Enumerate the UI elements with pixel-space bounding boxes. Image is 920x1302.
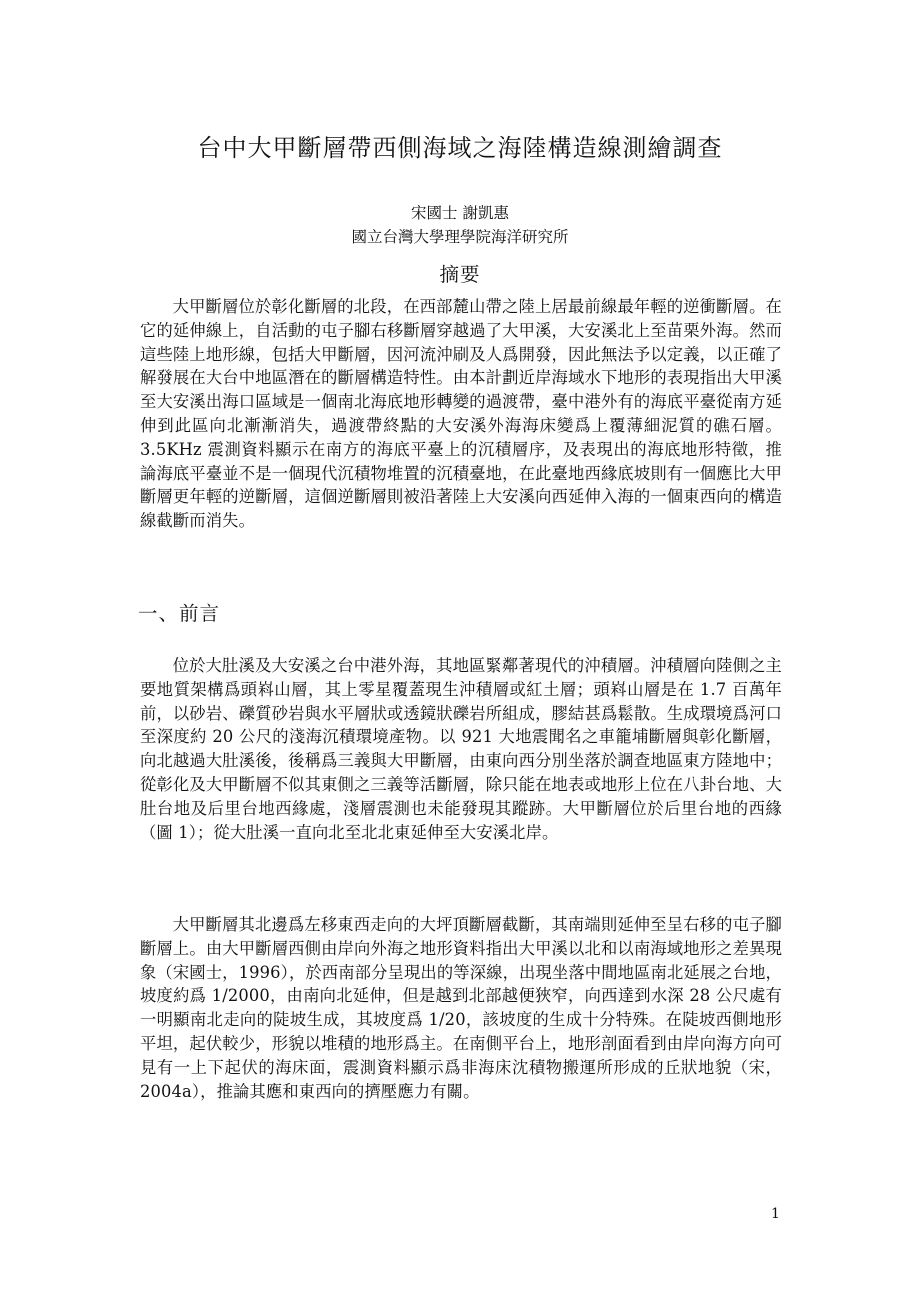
author-affiliation: 國立台灣大學理學院海洋研究所 (351, 228, 569, 246)
intro-paragraph-1: 位於大肚溪及大安溪之台中港外海，其地區緊鄰著現代的沖積層。沖積層向陸側之主要地質架構爲頭嵙山層，其上零星覆蓋現生沖積層或紅土層；頭嵙山層是在 1.7 百萬年前，以砂岩、礫質砂岩與水平層狀或透鏡狀礫岩所組成，膠結甚爲鬆散。生成環境爲河口至深度約 20 公尺的淺海沉積環境產物。以 921 大地震聞名之車籠埔斷層與彰化斷層，向北越過大肚溪後，後稱爲三義與大甲斷層，由東向西分別坐落於調查地區東方陸地中；從彰化及大甲斷層不似其東側之三義等活斷層，除只能在地表或地形上位在八卦台地、大肚台地及后里台地西緣處，淺層震測也未能發現其蹤跡。大甲斷層位於后里台地的西緣（圖 1）；從大肚溪一直向北至北北東延伸至大安溪北岸。 (140, 656, 782, 842)
section-title-introduction: 一、前言 (138, 602, 221, 625)
abstract-heading: 摘要 (439, 263, 481, 286)
paper-title: 台中大甲斷層帶西側海域之海陸構造線測繪調查 (197, 134, 723, 162)
intro-paragraph-2: 大甲斷層其北邊爲左移東西走向的大坪頂斷層截斷，其南端則延伸至呈右移的屯子腳斷層上。由大甲斷層西側由岸向外海之地形資料指出大甲溪以北和以南海域地形之差異現象（宋國士，1996），於西南部分呈現出的等深線，出現坐落中間地區南北延展之台地，坡度約爲 1/2000，由南向北延伸，但是越到北部越便狹窄，向西達到水深 28 公尺處有一明顯南北走向的陡坡生成，其坡度爲 1/20，該坡度的生成十分特殊。在陡坡西側地形平坦，起伏較少，形貌以堆積的地形爲主。在南側平台上，地形剖面看到由岸向海方向可見有一上下起伏的海床面，震測資料顯示爲非海床沈積物搬運所形成的丘狀地貌（宋，2004a），推論其應和東西向的擠壓應力有關。 (140, 915, 782, 1101)
author-names: 宋國士 謝凱惠 (411, 204, 509, 222)
page-number: 1 (771, 1206, 780, 1222)
abstract-paragraph: 大甲斷層位於彰化斷層的北段，在西部麓山帶之陸上居最前線最年輕的逆衝斷層。在它的延伸線上，自活動的屯子腳右移斷層穿越過了大甲溪，大安溪北上至苗栗外海。然而這些陸上地形線，包括大甲斷層，因河流沖刷及人爲開發，因此無法予以定義，以正確了解發展在大台中地區潛在的斷層構造特性。由本計劃近岸海域水下地形的表現指出大甲溪至大安溪出海口區域是一個南北海底地形轉變的過渡帶，臺中港外有的海底平臺從南方延伸到此區向北漸漸消失，過渡帶終點的大安溪外海海床變爲上覆薄細泥質的礁石層。3.5KHz 震測資料顯示在南方的海底平臺上的沉積層序，及表現出的海底地形特徵，推論海底平臺並不是一個現代沉積物堆置的沉積臺地，在此臺地西緣底坡則有一個應比大甲斷層更年輕的逆斷層，這個逆斷層則被沿著陸上大安溪向西延伸入海的一個東西向的構造線截斷而消失。 (140, 297, 782, 531)
